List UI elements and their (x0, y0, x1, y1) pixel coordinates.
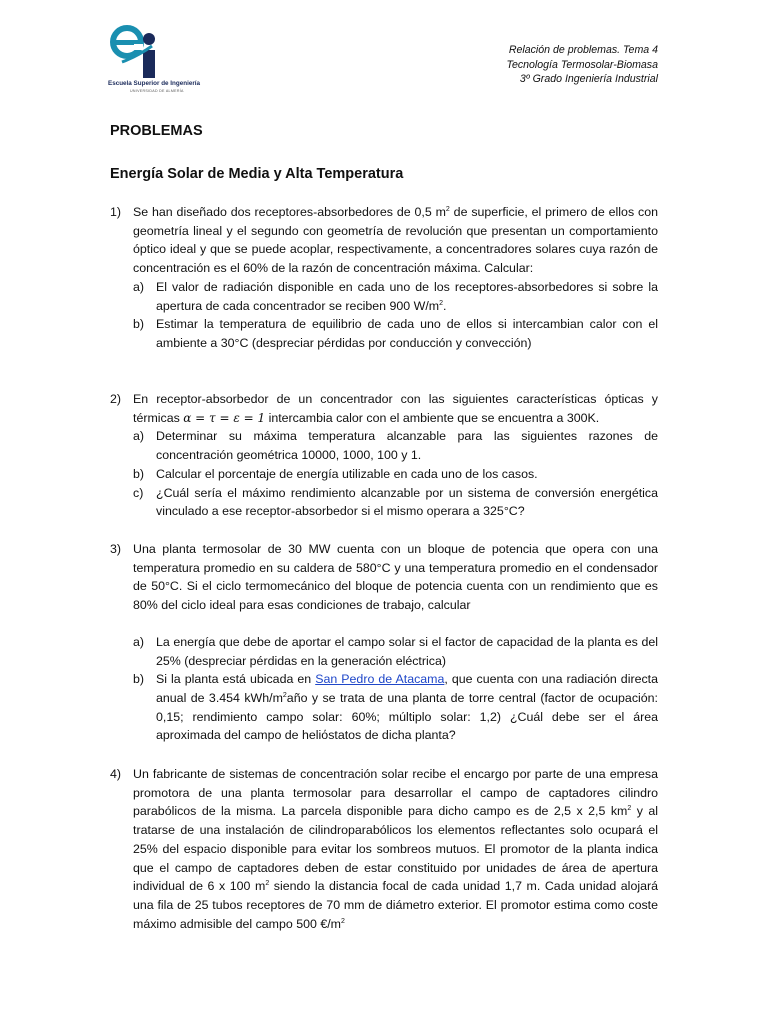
problem-number: 4) (110, 767, 122, 781)
sub-question-b: b) Estimar la temperatura de equilibrio de cada uno de ellos si intercambian calor con el ambiente a 30°C (despreciar pérdidas por conducción y convección) (133, 317, 658, 350)
school-logo (108, 22, 201, 100)
logo-university: UNIVERSIDAD DE ALMERÍA (130, 89, 184, 93)
problem-statement: Un fabricante de sistemas de concentración solar recibe el encargo por parte de una empresa promotora de una planta termosolar para desarrollar el campo de captadores cilindro parabólicos de la misma. La parcela disponible para dicho campo es de 2,5 x 2,5 $km^2$ y al tratarse de una instalación de cilindroparabólicos los elementos reflectantes solo ocupará el 25% del espacio disponible para evitar los sombreos mutuos. El promotor de la planta indica que el campo de captadores deben de estar constituido por unidades de área de apertura individual de 6 x 100 $m^2$ siendo la distancia focal de cada unidad 1,7 m. Cada unidad alojará una fila de 25 tubos receptores de 70 mm de diámetro exterior. El promotor estima como coste máximo admisible del campo 500 $€/m^2$ (133, 767, 658, 931)
sub-question-b: b) Calcular el porcentaje de energía utilizable en cada uno de los casos. (133, 466, 538, 481)
problem-statement: En receptor-absorbedor de un concentrador con las siguientes características ópticas y térmicas α = τ = ε = 1 intercambia calor con el ambiente que se encuentra a 300K. (133, 392, 658, 425)
section-title: Energía Solar de Media y Alta Temperatura (110, 166, 404, 182)
sub-question-a: a) El valor de radiación disponible en cada uno de los receptores-absorbedores si sobre la apertura de cada concentrador se reciben 900 $W/m^2$. (133, 279, 658, 313)
header-line-2: Tecnología Termosolar-Biomasa (506, 58, 658, 71)
esi-logo-icon (108, 22, 168, 80)
logo-institution: Escuela Superior de Ingeniería (108, 80, 201, 87)
problem-number: 2) (110, 392, 122, 406)
header-line-3: 3º Grado Ingeniería Industrial (519, 73, 658, 85)
problem-3 (110, 540, 658, 745)
sub-question-b: b) Si la planta está ubicada en San Pedro de Atacama, que cuenta con una radiación directa anual de 3.454 kWh/$m^2año$ y se trata de una planta de torre central (factor de ocupación: 0,15; rendimiento campo solar: 60%; múltiplo solar: 1,2) ¿Cuál debe ser el área aproximada del campo de heliόstatos de dicha planta? (133, 672, 658, 743)
problem-4 (110, 765, 658, 933)
problem-number: 3) (110, 542, 122, 556)
problem-number: 1) (110, 205, 122, 219)
math-expression: α = τ = ε = 1 (183, 410, 266, 425)
problem-1 (110, 203, 658, 353)
page-heading: PROBLEMAS (110, 123, 203, 139)
sub-question-a: a) Determinar su máxima temperatura alcanzable para las siguientes razones de concentración geométrica 10000, 1000, 100 y 1. (133, 429, 658, 463)
sub-question-c: c) ¿Cuál sería el máximo rendimiento alcanzable por un sistema de conversión energética vinculado a ese receptor-absorbedor si el mismo operara a 325°C? (133, 485, 658, 519)
sub-question-a: a) La energía que debe de aportar el campo solar si el factor de capacidad de la planta es del 25% (despreciar pérdidas en la generación eléctrica) (133, 634, 658, 668)
header-line-1: Relación de problemas. Tema 4 (508, 44, 658, 56)
document-header (506, 43, 658, 87)
san-pedro-de-atacama-link[interactable]: San Pedro de Atacama (315, 672, 445, 687)
problem-2 (110, 390, 658, 521)
problem-statement: Una planta termosolar de 30 MW cuenta con un bloque de potencia que opera con una temperatura promedio en su caldera de 580°C y una temperatura promedio en el condensador de 50°C. Si el ciclo termomecánico del bloque de potencia cuenta con un rendimiento que es 80% del ciclo ideal para esas condiciones de trabajo, calcular (133, 542, 658, 613)
problem-statement: Se han diseñado dos receptores-absorbedores de 0,5 $m^2$ de superficie, el primero de ellos con geometría lineal y el segundo con geometría de revolución que presentan un comportamiento óptico ideal y que se puede acoplar, respectivamente, a concentradores solares cuya razón de concentración es el 60% de la razón de concentración máxima. Calcular: (133, 205, 658, 276)
